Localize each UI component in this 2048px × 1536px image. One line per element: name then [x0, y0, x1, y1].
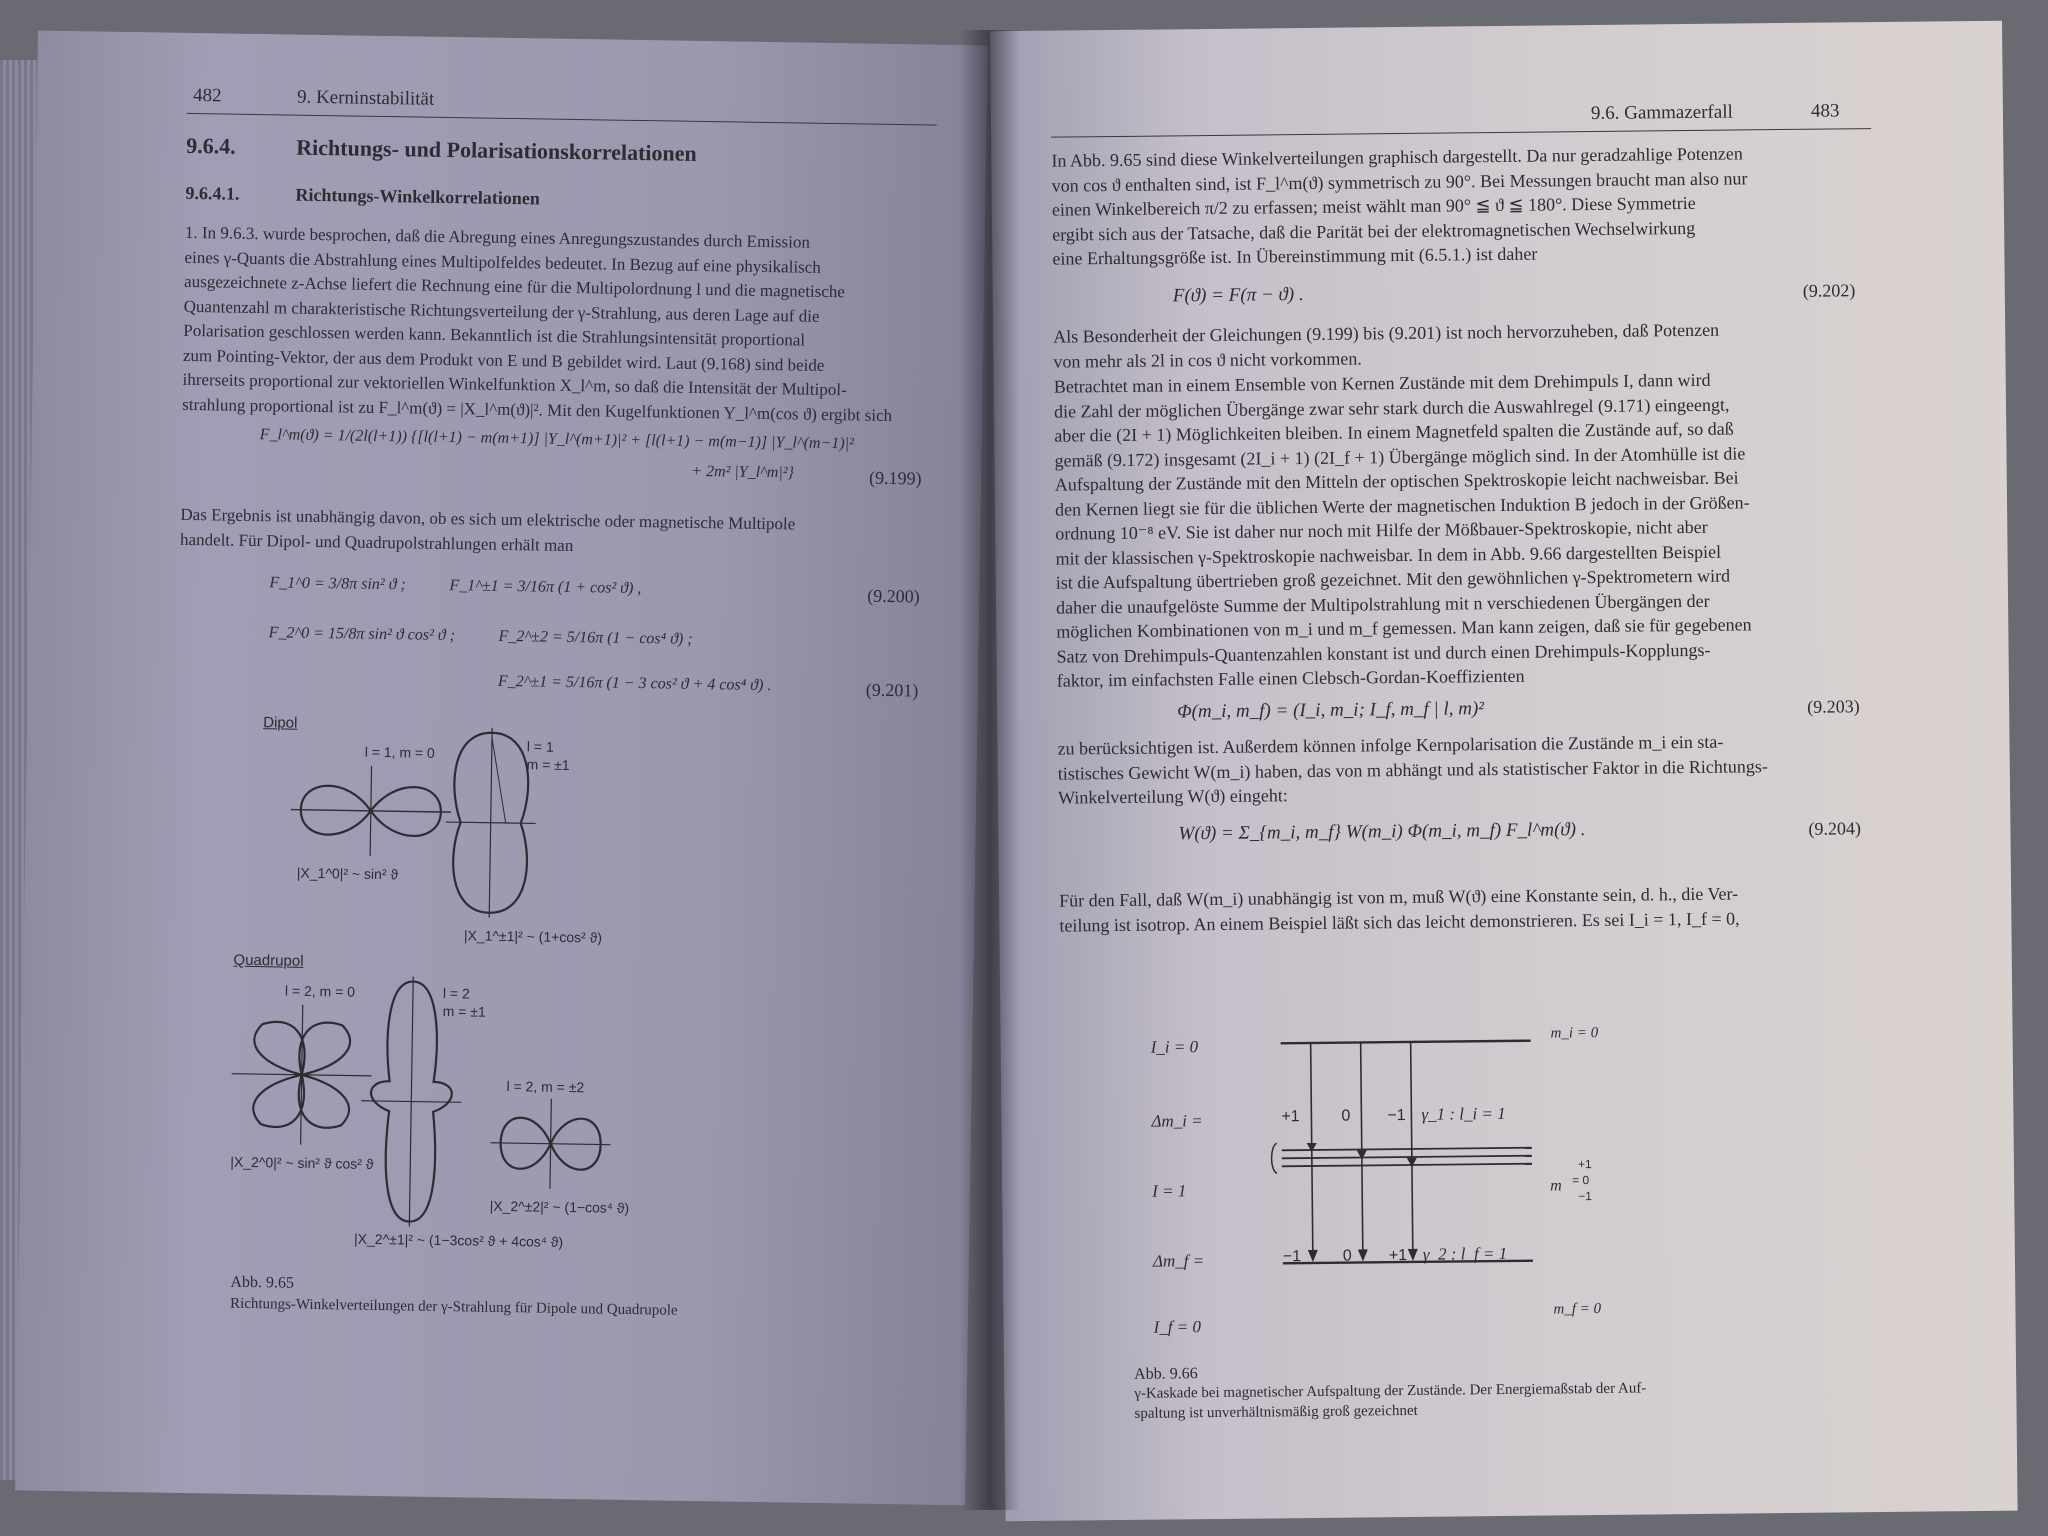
text-line: daher die unaufgelöste Summe der Multipolstrahlung mit n verschiedenen Übergängen der — [1055, 590, 1710, 618]
dipol-b-label-2: m = ±1 — [526, 756, 570, 773]
dipol-b-label-1: l = 1 — [526, 738, 554, 755]
equation-9-201-b: F_2^±2 = 5/16π (1 − cos⁴ ϑ) ; — [498, 627, 693, 648]
equation-9-199-line1: F_l^m(ϑ) = 1/(2l(l+1)) {[l(l+1) − m(m+1)] |Y_l^(m+1)|² + [l(l+1) − m(m−1)] |Y_l^(m−1)|² — [259, 426, 854, 453]
paragraph-symmetry — [1051, 140, 1882, 271]
gamma-cascade-diagram — [1270, 1023, 1753, 1328]
diag-mi0: m_i = 0 — [1550, 1024, 1599, 1042]
paragraph-powers — [1053, 316, 1883, 374]
equation-number-9-202: (9.202) — [1802, 280, 1856, 301]
dipol-b-formula: |X_1^±1|² ~ (1+cos² ϑ) — [463, 927, 603, 946]
diag-dmf-val-2: 0 — [1342, 1247, 1352, 1265]
text-line: Betrachtet man in einem Ensemble von Kernen Zustände mit dem Drehimpuls I, dann wird — [1053, 369, 1711, 397]
dipol-m0-plot — [285, 765, 456, 858]
fig-9-66-caption-line1: γ-Kaskade bei magnetischer Aufspaltung der Zustände. Der Energiemaßstab der Auf- — [1134, 1380, 1647, 1402]
diag-m-val-2: = 0 — [1572, 1173, 1590, 1188]
diag-dmi-val-1: +1 — [1281, 1108, 1300, 1126]
text-line: strahlung proportional ist zu F_l^m(ϑ) = |X_l^m(ϑ)|². Mit den Kugelfunktionen Y_l^m(cos ϑ) ergibt sich — [182, 394, 893, 425]
text-line: zum Pointing-Vektor, der aus dem Produkt von E und B gebildet wird. Laut (9.168) sind beide — [182, 345, 825, 375]
book-gutter — [960, 30, 1020, 1510]
text-line: aber die (2I + 1) Möglichkeiten bleiben. In einem Magnetfeld spalten die Zustände auf, so daß — [1054, 418, 1734, 446]
fig-9-66-caption-line2: spaltung ist unverhältnismäßig groß gezeichnet — [1134, 1402, 1418, 1422]
fig-label-quadrupol: Quadrupol — [233, 951, 304, 970]
text-line: eine Erhaltungsgröße ist. In Übereinstimmung mit (6.5.1.) ist daher — [1052, 243, 1538, 269]
paragraph-polarisation — [1057, 728, 1888, 810]
text-line: Polarisation geschlossen werden kann. Bekanntlich ist die Strahlungsintensität proportional — [183, 320, 806, 350]
text-line: In Abb. 9.65 sind diese Winkelverteilungen graphisch dargestellt. Da nur geradzahlige Potenzen — [1051, 143, 1743, 171]
paragraph-isotropy — [1059, 880, 1889, 938]
diag-Ii: I_i = 0 — [1150, 1037, 1199, 1057]
equation-9-201-c: F_2^±1 = 5/16π (1 − 3 cos² ϑ + 4 cos⁴ ϑ) . — [497, 672, 772, 695]
text-line: ergibt sich aus der Tatsache, daß die Parität bei der elektromagnetischen Wechselwirkung — [1052, 217, 1696, 245]
equation-9-202: F(ϑ) = F(π − ϑ) . — [1172, 284, 1304, 307]
equation-9-204: W(ϑ) = Σ_{m_i, m_f} W(m_i) Φ(m_i, m_f) F_l^m(ϑ) . — [1178, 819, 1586, 845]
fig-9-66-number: Abb. 9.66 — [1134, 1365, 1198, 1383]
text-line: ordnung 10⁻⁸ eV. Sie ist daher nur noch mit Hilfe der Mößbauer-Spektroskopie, nicht aber — [1055, 516, 1708, 544]
page-number-left: 482 — [192, 84, 222, 107]
quad-a-formula: |X_2^0|² ~ sin² ϑ cos² ϑ — [230, 1153, 374, 1172]
equation-number-9-201: (9.201) — [865, 679, 919, 701]
diag-If: I_f = 0 — [1153, 1317, 1202, 1337]
fig-9-65-caption: Richtungs-Winkelverteilungen der γ-Strahlung für Dipole und Quadrupole — [229, 1295, 678, 1319]
diag-gamma2: γ_2 : l_f = 1 — [1422, 1243, 1508, 1264]
text-line: Quantenzahl m charakteristische Richtungsverteilung der γ-Strahlung, aus deren Lage auf die — [183, 296, 820, 326]
text-line: von mehr als 2l in cos ϑ nicht vorkommen. — [1053, 347, 1362, 372]
diag-m-val-1: +1 — [1577, 1157, 1592, 1172]
diag-dmi-val-2: 0 — [1341, 1107, 1351, 1125]
text-line: die Zahl der möglichen Übergänge zwar sehr stark durch die Auswahlregel (9.171) eingeengt, — [1053, 394, 1730, 422]
text-line: möglichen Kombinationen von m_i und m_f gemessen. Man kann zeigen, daß sie für gegebenen — [1056, 614, 1752, 642]
page-number-right: 483 — [1810, 100, 1840, 122]
equation-9-200-a: F_1^0 = 3/8π sin² ϑ ; — [269, 574, 406, 594]
text-line: tistisches Gewicht W(m_i) haben, das von m abhängt und als statistischer Faktor in die Richtungs- — [1057, 755, 1768, 784]
fig-label-dipol: Dipol — [263, 714, 298, 732]
diag-mf0: m_f = 0 — [1553, 1300, 1602, 1318]
text-line: Das Ergebnis ist unabhängig davon, ob es sich um elektrische oder magnetische Multipole — [180, 504, 796, 534]
equation-number-9-204: (9.204) — [1808, 818, 1862, 839]
text-line: einen Winkelbereich π/2 zu erfassen; meist wählt man 90° ≦ ϑ ≦ 180°. Diese Symmetrie — [1051, 192, 1696, 220]
equation-9-203: Φ(m_i, m_f) = (I_i, m_i; I_f, m_f | l, m)² — [1177, 698, 1485, 723]
subsection-title: Richtungs-Winkelkorrelationen — [295, 184, 541, 209]
paragraph-ensemble — [1054, 366, 1887, 693]
equation-number-9-200: (9.200) — [867, 585, 920, 607]
section-title: Richtungs- und Polarisationskorrelationen — [296, 134, 697, 166]
text-line: ihrerseits proportional zur vektoriellen Winkelfunktion X_l^m, so daß die Intensität der Multipol- — [182, 369, 847, 400]
diag-dmf-val-3: +1 — [1388, 1246, 1408, 1265]
diag-m-label: m — [1550, 1177, 1562, 1195]
text-line: eines γ-Quants die Abstrahlung eines Multipolfeldes bedeutet. In Bezug auf eine physikalisch — [184, 247, 821, 277]
text-line: handelt. Für Dipol- und Quadrupolstrahlungen erhält man — [179, 529, 574, 555]
diag-I1: I = 1 — [1152, 1181, 1187, 1201]
paragraph-result — [180, 503, 921, 564]
text-line: gemäß (9.172) insgesamt (2I_i + 1) (2I_f + 1) Übergänge möglich sind. In der Atomhülle ist die — [1054, 442, 1746, 471]
text-line: Für den Fall, daß W(m_i) unabhängig ist von m, muß W(ϑ) eine Konstante sein, d. h., die Ver- — [1059, 883, 1739, 911]
quad-m1-plot — [359, 976, 463, 1228]
text-line: mit der klassischen γ-Spektroskopie nachweisbar. In dem in Abb. 9.66 dargestellten Beispiel — [1055, 541, 1722, 569]
quad-b-label-2: m = ±1 — [442, 1003, 486, 1020]
quad-c-formula: |X_2^±2|² ~ (1−cos⁴ ϑ) — [489, 1197, 630, 1216]
fig-9-65-number: Abb. 9.65 — [230, 1273, 295, 1292]
text-line: 1. In 9.6.3. wurde besprochen, daß die Abregung eines Anregungszustandes durch Emission — [184, 222, 811, 252]
quad-m2-plot — [490, 1098, 611, 1190]
section-number: 9.6.4. — [186, 132, 236, 159]
head-rule-right — [1051, 128, 1871, 138]
quad-m0-plot — [231, 1004, 373, 1146]
text-line: Satz von Drehimpuls-Quantenzahlen konstant ist und durch einen Drehimpuls-Kopplungs- — [1056, 639, 1711, 667]
dipol-a-label: l = 1, m = 0 — [364, 743, 435, 761]
text-line: faktor, im einfachsten Falle einen Clebsch-Gordan-Koeffizienten — [1056, 665, 1525, 691]
subsection-number: 9.6.4.1. — [185, 182, 240, 204]
left-page — [15, 31, 988, 1506]
quad-b-label-1: l = 2 — [442, 985, 470, 1002]
text-line: zu berücksichtigen ist. Außerdem können infolge Kernpolarisation die Zustände m_i ein sta- — [1057, 731, 1724, 759]
text-line: Winkelverteilung W(ϑ) eingeht: — [1057, 785, 1288, 808]
diag-dmi-val-3: −1 — [1387, 1107, 1406, 1125]
text-line: teilung ist isotrop. An einem Beispiel läßt sich das leicht demonstrieren. Es sei I_i = 1, I_f = 0, — [1059, 907, 1740, 936]
head-rule-left — [187, 113, 937, 126]
dipol-m1-plot — [444, 727, 537, 918]
diag-m-val-3: −1 — [1578, 1189, 1593, 1204]
paragraph-intro — [182, 221, 925, 429]
text-line: den Kernen liegt sie für die üblichen Werte der magnetischen Induktion B jedoch in der Größen- — [1054, 491, 1750, 520]
right-page — [990, 21, 2018, 1522]
text-line: ist die Aufspaltung übertrieben groß gezeichnet. Mit den gewöhnlichen γ-Spektrometern wird — [1055, 565, 1731, 593]
quad-a-label: l = 2, m = 0 — [284, 982, 356, 1000]
equation-number-9-199: (9.199) — [868, 467, 922, 489]
equation-9-199-line2: + 2m² |Y_l^m|²} — [691, 462, 795, 482]
text-line: Als Besonderheit der Gleichungen (9.199) bis (9.201) ist noch hervorzuheben, daß Potenzen — [1053, 319, 1720, 347]
running-head-left: 9. Kerninstabilität — [296, 86, 435, 110]
quad-c-label: l = 2, m = ±2 — [506, 1078, 585, 1096]
diag-gamma1: γ_1 : l_i = 1 — [1421, 1103, 1506, 1124]
diag-dmi: Δm_i = — [1151, 1111, 1203, 1131]
equation-9-201-a: F_2^0 = 15/8π sin² ϑ cos² ϑ ; — [268, 624, 456, 645]
text-line: Aufspaltung der Zustände mit den Mitteln der optischen Spektroskopie leicht nachweisbar. Bei — [1054, 467, 1739, 495]
diag-dmf-val-1: −1 — [1282, 1248, 1302, 1266]
dipol-a-formula: |X_1^0|² ~ sin² ϑ — [296, 864, 399, 883]
diag-dmf: Δm_f = — [1152, 1251, 1205, 1271]
quad-b-formula: |X_2^±1|² ~ (1−3cos² ϑ + 4cos⁴ ϑ) — [353, 1230, 564, 1250]
text-line: ausgezeichnete z-Achse liefert die Rechnung eine für die Multipolordnung l und die magnetische — [183, 271, 846, 302]
text-line: von cos ϑ enthalten sind, ist F_l^m(ϑ) symmetrisch zu 90°. Bei Messungen braucht man also nur — [1051, 167, 1748, 196]
running-head-right: 9.6. Gammazerfall — [1590, 101, 1733, 125]
equation-number-9-203: (9.203) — [1807, 696, 1860, 717]
equation-9-200-b: F_1^±1 = 3/16π (1 + cos² ϑ) , — [449, 577, 642, 598]
